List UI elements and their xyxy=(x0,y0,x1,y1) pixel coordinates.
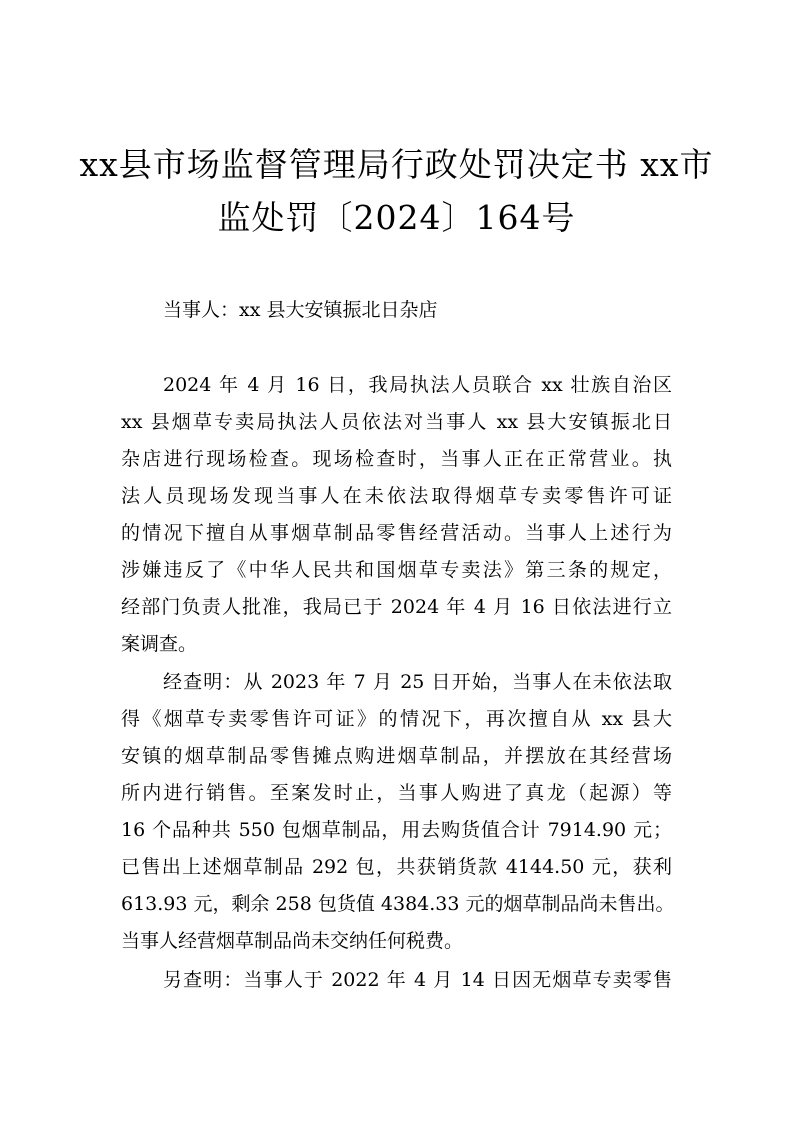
paragraph-1-line: xx 县烟草专卖局执法人员依法对当事人 xx 县大安镇振北日 xyxy=(121,411,672,433)
paragraph-2-line: 经查明：从 2023 年 7 月 25 日开始，当事人在未依法取 xyxy=(163,671,672,693)
paragraph-1-line: 案调查。 xyxy=(121,633,198,655)
paragraph-1-line: 的情况下擅自从事烟草制品零售经营活动。当事人上述行为 xyxy=(121,522,672,544)
paragraph-1-line: 经部门负责人批准，我局已于 2024 年 4 月 16 日依法进行立 xyxy=(121,596,672,618)
paragraph-2-line: 613.93 元，剩余 258 包货值 4384.33 元的烟草制品尚未售出。 xyxy=(121,893,675,915)
paragraph-1-line: 涉嫌违反了《中华人民共和国烟草专卖法》第三条的规定， xyxy=(121,559,672,581)
paragraph-3-line: 另查明：当事人于 2022 年 4 月 14 日因无烟草专卖零售 xyxy=(163,969,672,991)
document-title-line-1: xx县市场监督管理局行政处罚决定书 xx市 xyxy=(79,145,714,184)
paragraph-1-line: 杂店进行现场检查。现场检查时，当事人正在正常营业。执 xyxy=(121,448,672,470)
paragraph-2-line: 当事人经营烟草制品尚未交纳任何税费。 xyxy=(121,930,464,952)
party-line: 当事人：xx 县大安镇振北日杂店 xyxy=(163,299,438,321)
paragraph-1-line: 2024 年 4 月 16 日，我局执法人员联合 xx 壮族自治区 xyxy=(163,374,672,396)
paragraph-1-line: 法人员现场发现当事人在未依法取得烟草专卖零售许可证 xyxy=(121,485,672,507)
document-title-line-2: 监处罚〔2024〕164号 xyxy=(217,198,576,237)
paragraph-2-line: 16 个品种共 550 包烟草制品，用去购货值合计 7914.90 元； xyxy=(121,819,672,841)
paragraph-2-line: 安镇的烟草制品零售摊点购进烟草制品，并摆放在其经营场 xyxy=(121,745,672,767)
paragraph-2-line: 得《烟草专卖零售许可证》的情况下，再次擅自从 xx 县大 xyxy=(121,708,672,730)
paragraph-2-line: 已售出上述烟草制品 292 包，共获销货款 4144.50 元，获利 xyxy=(121,856,672,878)
paragraph-2-line: 所内进行销售。至案发时止，当事人购进了真龙（起源）等 xyxy=(121,782,672,804)
